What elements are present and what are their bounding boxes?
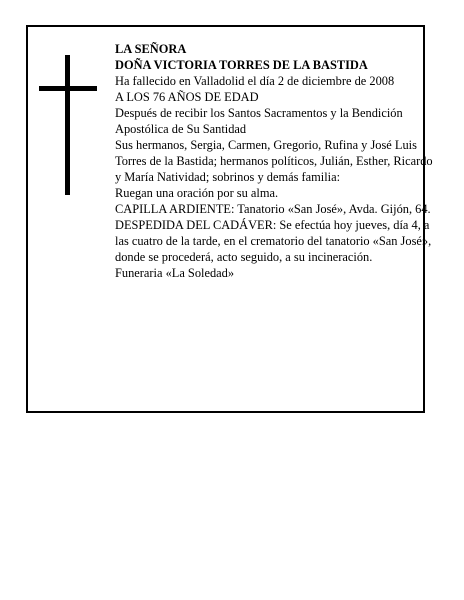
chapel-info: CAPILLA ARDIENTE: Tanatorio «San José», Avda. Gijón, 64. — [115, 202, 431, 216]
cross-horizontal-bar — [39, 86, 97, 91]
cross-icon — [39, 55, 97, 195]
age-line: A LOS 76 AÑOS DE EDAD — [115, 90, 259, 104]
prayer-request: Ruegan una oración por su alma. — [115, 186, 279, 200]
deceased-name: DOÑA VICTORIA TORRES DE LA BASTIDA — [115, 58, 368, 72]
notice-text — [115, 41, 435, 281]
farewell-info: DESPEDIDA DEL CADÁVER: Se efectúa hoy jueves, día 4, a las cuatro de la tarde, en el crematorio del tanatorio «San José», donde se procederá, acto seguido, a su incineración. — [115, 218, 432, 264]
cross-vertical-bar — [65, 55, 70, 195]
death-announcement: Ha fallecido en Valladolid el día 2 de diciembre de 2008 — [115, 74, 395, 88]
funeral-home: Funeraria «La Soledad» — [115, 266, 235, 280]
family-list: Sus hermanos, Sergia, Carmen, Gregorio, Rufina y José Luis Torres de la Bastida; hermanos políticos, Julián, Esther, Ricardo y María Natividad; sobrinos y demás familia: — [115, 138, 433, 184]
sacraments-line: Después de recibir los Santos Sacramentos y la Bendición Apostólica de Su Santidad — [115, 106, 403, 136]
obituary-notice — [26, 25, 433, 413]
notice-title: LA SEÑORA — [115, 42, 187, 56]
